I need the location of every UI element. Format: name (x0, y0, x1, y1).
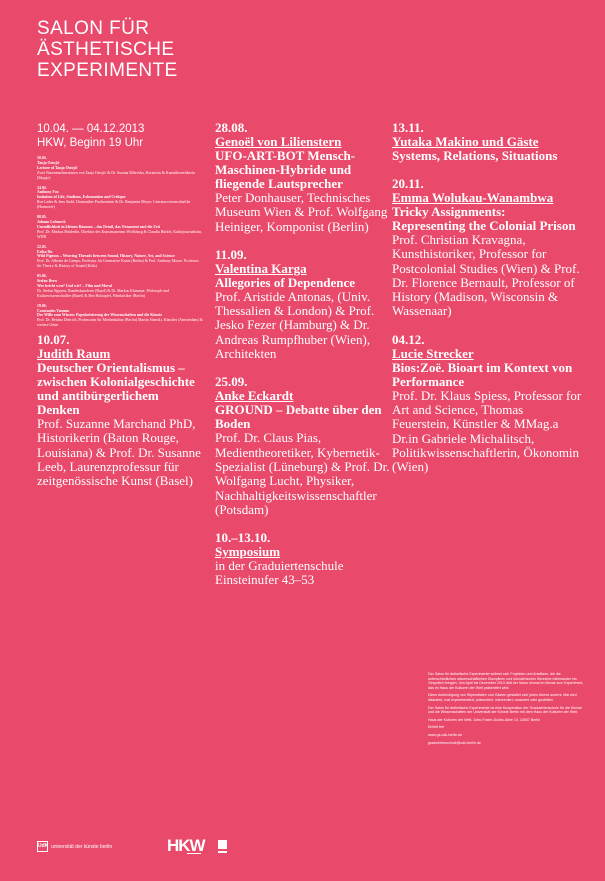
event-artist: Anke Eckardt (215, 388, 294, 404)
date-range: 10.04. — 04.12.2013 (37, 123, 145, 135)
event-artist: Johann Lehmeck (37, 219, 66, 224)
event-title: Allegories of Dependence (215, 274, 356, 290)
event-date: 25.09. (215, 374, 248, 390)
small-event (37, 186, 203, 211)
event-title: Bios:Zoë. Bioart im Kontext von Performance (392, 359, 573, 389)
info-paragraph: Diese Ankündigung von Stipendiaten und Gästen gestaltet sich jeden Abend anders: Mal wird diskutiert, mal experimentiert, präsentiert, interveniert, musiziert oder gestritten. (428, 693, 577, 702)
event-date: 10.07. (37, 332, 70, 348)
event-date: 10.04. (37, 156, 47, 160)
event-artist: Erika Ho (37, 249, 53, 254)
event-date: 22.05. (37, 244, 47, 249)
event-speakers: Roz Leder & Jens Stuhl, Dramatiker Produzenten & Dr. Benjamin Meyer, Literaturwissenschaftler (Hannover) (37, 200, 191, 210)
event-artist: Valentina Karga (215, 260, 307, 276)
event-date: 13.11. (392, 120, 424, 135)
info-text-block (428, 672, 588, 748)
event-title: GROUND – Debatte über den Boden (215, 402, 382, 432)
udk-logo-icon: UdK (37, 841, 48, 852)
column-2 (215, 121, 390, 602)
event-title: Der Wille zum Wissen: Popularisierung der Wissenschaften und die Künste (37, 313, 163, 318)
event-title: UFO-ART-BOT Mensch-Maschinen-Hybride und fliegende Lautsprecher (215, 148, 356, 191)
symposium-block (215, 531, 390, 588)
event-speakers: Prof. Aristide Antonas, (Univ. Thessalien & London) & Prof. Jesko Fezer (Hamburg) & Dr. Andreas Rumpfhuber (Wien), Architekten (215, 288, 375, 362)
small-event (37, 304, 203, 329)
info-website[interactable]: www.gs.udk-berlin.de (428, 732, 463, 737)
date-range-block (37, 122, 144, 150)
event-speakers: Prof. Dr. Claus Pias, Medientheoretiker, Kybernetik-Spezialist (Lüneburg) & Prof. Dr. Wolfgang Lucht, Physiker, Nachhaltigkeitswissenschaftler (Potsdam) (215, 430, 390, 517)
event-block (37, 333, 203, 488)
event-block (392, 121, 582, 163)
sponsor-logos (37, 836, 277, 856)
event-title: Wer beicht wen? Und wie? – Film und Moral (37, 283, 112, 288)
event-block (215, 121, 390, 234)
symposium-address: Einsteinufer 43–53 (215, 572, 315, 588)
event-speakers: Zwei Nasenmachnerinnen von Tanja Ostojić & Dr. Suzana Milevska, Kuratorin & Kunsttheoretikerin (Skopje) (37, 170, 195, 180)
small-event (37, 274, 203, 299)
event-block (215, 375, 390, 517)
event-title: Deutscher Orientalismus – zwischen Kolonialgeschichte und antibürgerlichem Denken (37, 360, 195, 418)
symposium-title: Symposium (215, 544, 281, 560)
event-speakers: Dr. Stefan Nguyen, Bundeskanzlerin (Basel) & Dr. Markus Klammer, Philosoph und Kulturwissenschaftler (Basel) & Ben Holzapfel, Filmkritiker (Berlin) (37, 288, 169, 298)
event-artist: Judith Raum (37, 346, 111, 362)
event-speakers: Prof. Dr. Bettina Dietrich, Professorin für Medienkultur (Berlin) Martin Sirmski, Künstler (Amsterdam) & weitere Gäste (37, 318, 203, 328)
event-title: Lecture of Tanja Ostojić (37, 165, 78, 170)
venue-time: HKW, Beginn 19 Uhr (37, 137, 144, 149)
event-date: 28.08. (215, 120, 248, 135)
event-title: Unendlichkeit in kleinen Räumen – das Detail, das Ornament und die Zeit (37, 224, 161, 229)
event-artist: Genoël von Lilienstern (215, 134, 342, 149)
event-date: 11.09. (215, 246, 247, 262)
poster-title (37, 18, 178, 81)
event-date: 08.05. (37, 215, 47, 220)
title-line: ÄSTHETISCHE (37, 39, 175, 60)
event-speakers: Prof. Christian Kravagna, Kunsthistoriker, Professor for Postcolonial Studies (Wien) & Prof. Dr. Florence Bernault, Professor of History (Madison, Wisconsin & Wassenaar) (392, 232, 580, 319)
small-event (37, 156, 203, 181)
event-artist: Tanja Ostojić (37, 160, 60, 165)
event-date: 19.06. (37, 303, 47, 308)
symposium-date: 10.–13.10. (215, 530, 271, 546)
event-artist: Constantin Vanunu (37, 308, 70, 313)
event-title: Tricky Assignments: Representing the Colonial Prison (392, 204, 576, 233)
event-speakers: Prof. Suzanne Marchand PhD, Historikerin (Baton Rouge, Louisiana) & Prof. Dr. Susanne Leeb, Laurenzprofessur für zeitgenössische Kunst (Basel) (37, 416, 201, 489)
event-speakers: Prof. Dr. Alberto de Campo, Professor für Generative Kunst (Berlin) & Prof. Anthony Moore, Professor für Theory & History of Sound (Köln) (37, 259, 199, 269)
event-artist: Yutaka Makino und Gäste (392, 134, 539, 149)
hkw-square-icon (218, 840, 227, 849)
hkw-logo: HKW (167, 836, 205, 855)
event-block (392, 333, 582, 475)
event-block (392, 177, 582, 319)
event-block (215, 248, 390, 361)
hkw-bar-icon (218, 851, 227, 853)
symposium-location: in der Graduiertenschule (215, 558, 344, 574)
event-date: 04.12. (392, 331, 425, 347)
small-event (37, 245, 203, 270)
event-title: Imitation of Life, Studium, Exhumation and Critique (37, 195, 126, 200)
udk-logo-text: universität der künste berlin (51, 843, 113, 850)
info-paragraph: Der Salon für ästhetische Experimente widmet sich Projekten und Ansätzen, die die unterschiedlichen wissenschaftlichen Disziplinen und künstlerischen Bereiche miteinander ins Gespräch bringen. Von April bis Dezember 2013 lädt der Salon einmal im Monat zum Experiment, das im Haus der Kulturen der Welt präsentiert wird. (428, 672, 584, 690)
info-admission: Eintritt frei (428, 725, 445, 730)
column-1 (37, 156, 203, 503)
event-date: 20.11. (392, 176, 424, 191)
column-3 (392, 121, 582, 489)
event-artist: Lucie Strecker (392, 345, 474, 361)
event-artist: Stefan Bern (37, 279, 57, 284)
info-address: Haus der Kulturen der Welt, John-Foster-Dulles-Allee 10, 10557 Berlin (428, 717, 540, 722)
udk-logo (37, 841, 112, 852)
info-email[interactable]: graduiertenschule@udk-berlin.de (428, 740, 481, 745)
event-title: Wild Pigeons – Weaving Threads between Sound, History, Nature, Art, and Science (37, 254, 175, 259)
title-line: EXPERIMENTE (37, 60, 178, 81)
info-paragraph: Der Salon für ästhetische Experimente ist eine Kooperation der Graduiertenschule für die Künste und die Wissenschaften der Universität der Künste Berlin mit dem Haus der Kulturen der Welt. (428, 705, 583, 715)
event-speakers: Prof. Dr. Markus Brüderlin, Direktor des Kunstmuseums Wolfsburg & Claudia Bürkle, Kulturjournalistin, WDR (37, 229, 203, 239)
title-line: SALON FÜR (37, 18, 150, 39)
event-date: 24.04. (37, 185, 47, 190)
small-event (37, 215, 203, 240)
event-artist: Emma Wolukau-Wanambwa (392, 190, 554, 205)
event-artist: Anthony Fox (37, 190, 59, 195)
event-speakers: Prof. Dr. Klaus Spiess, Professor for Art and Science, Thomas Feuerstein, Künstler & MMag.a Dr.in Gabriele Michalitsch, Politikwissenschaftlerin, Ökonomin (Wien) (392, 387, 582, 475)
event-date: 05.06. (37, 274, 47, 279)
event-title: Systems, Relations, Situations (392, 148, 558, 163)
event-speakers: Peter Donhauser, Technisches Museum Wien & Prof. Wolfgang Heiniger, Komponist (Berlin) (215, 190, 388, 234)
